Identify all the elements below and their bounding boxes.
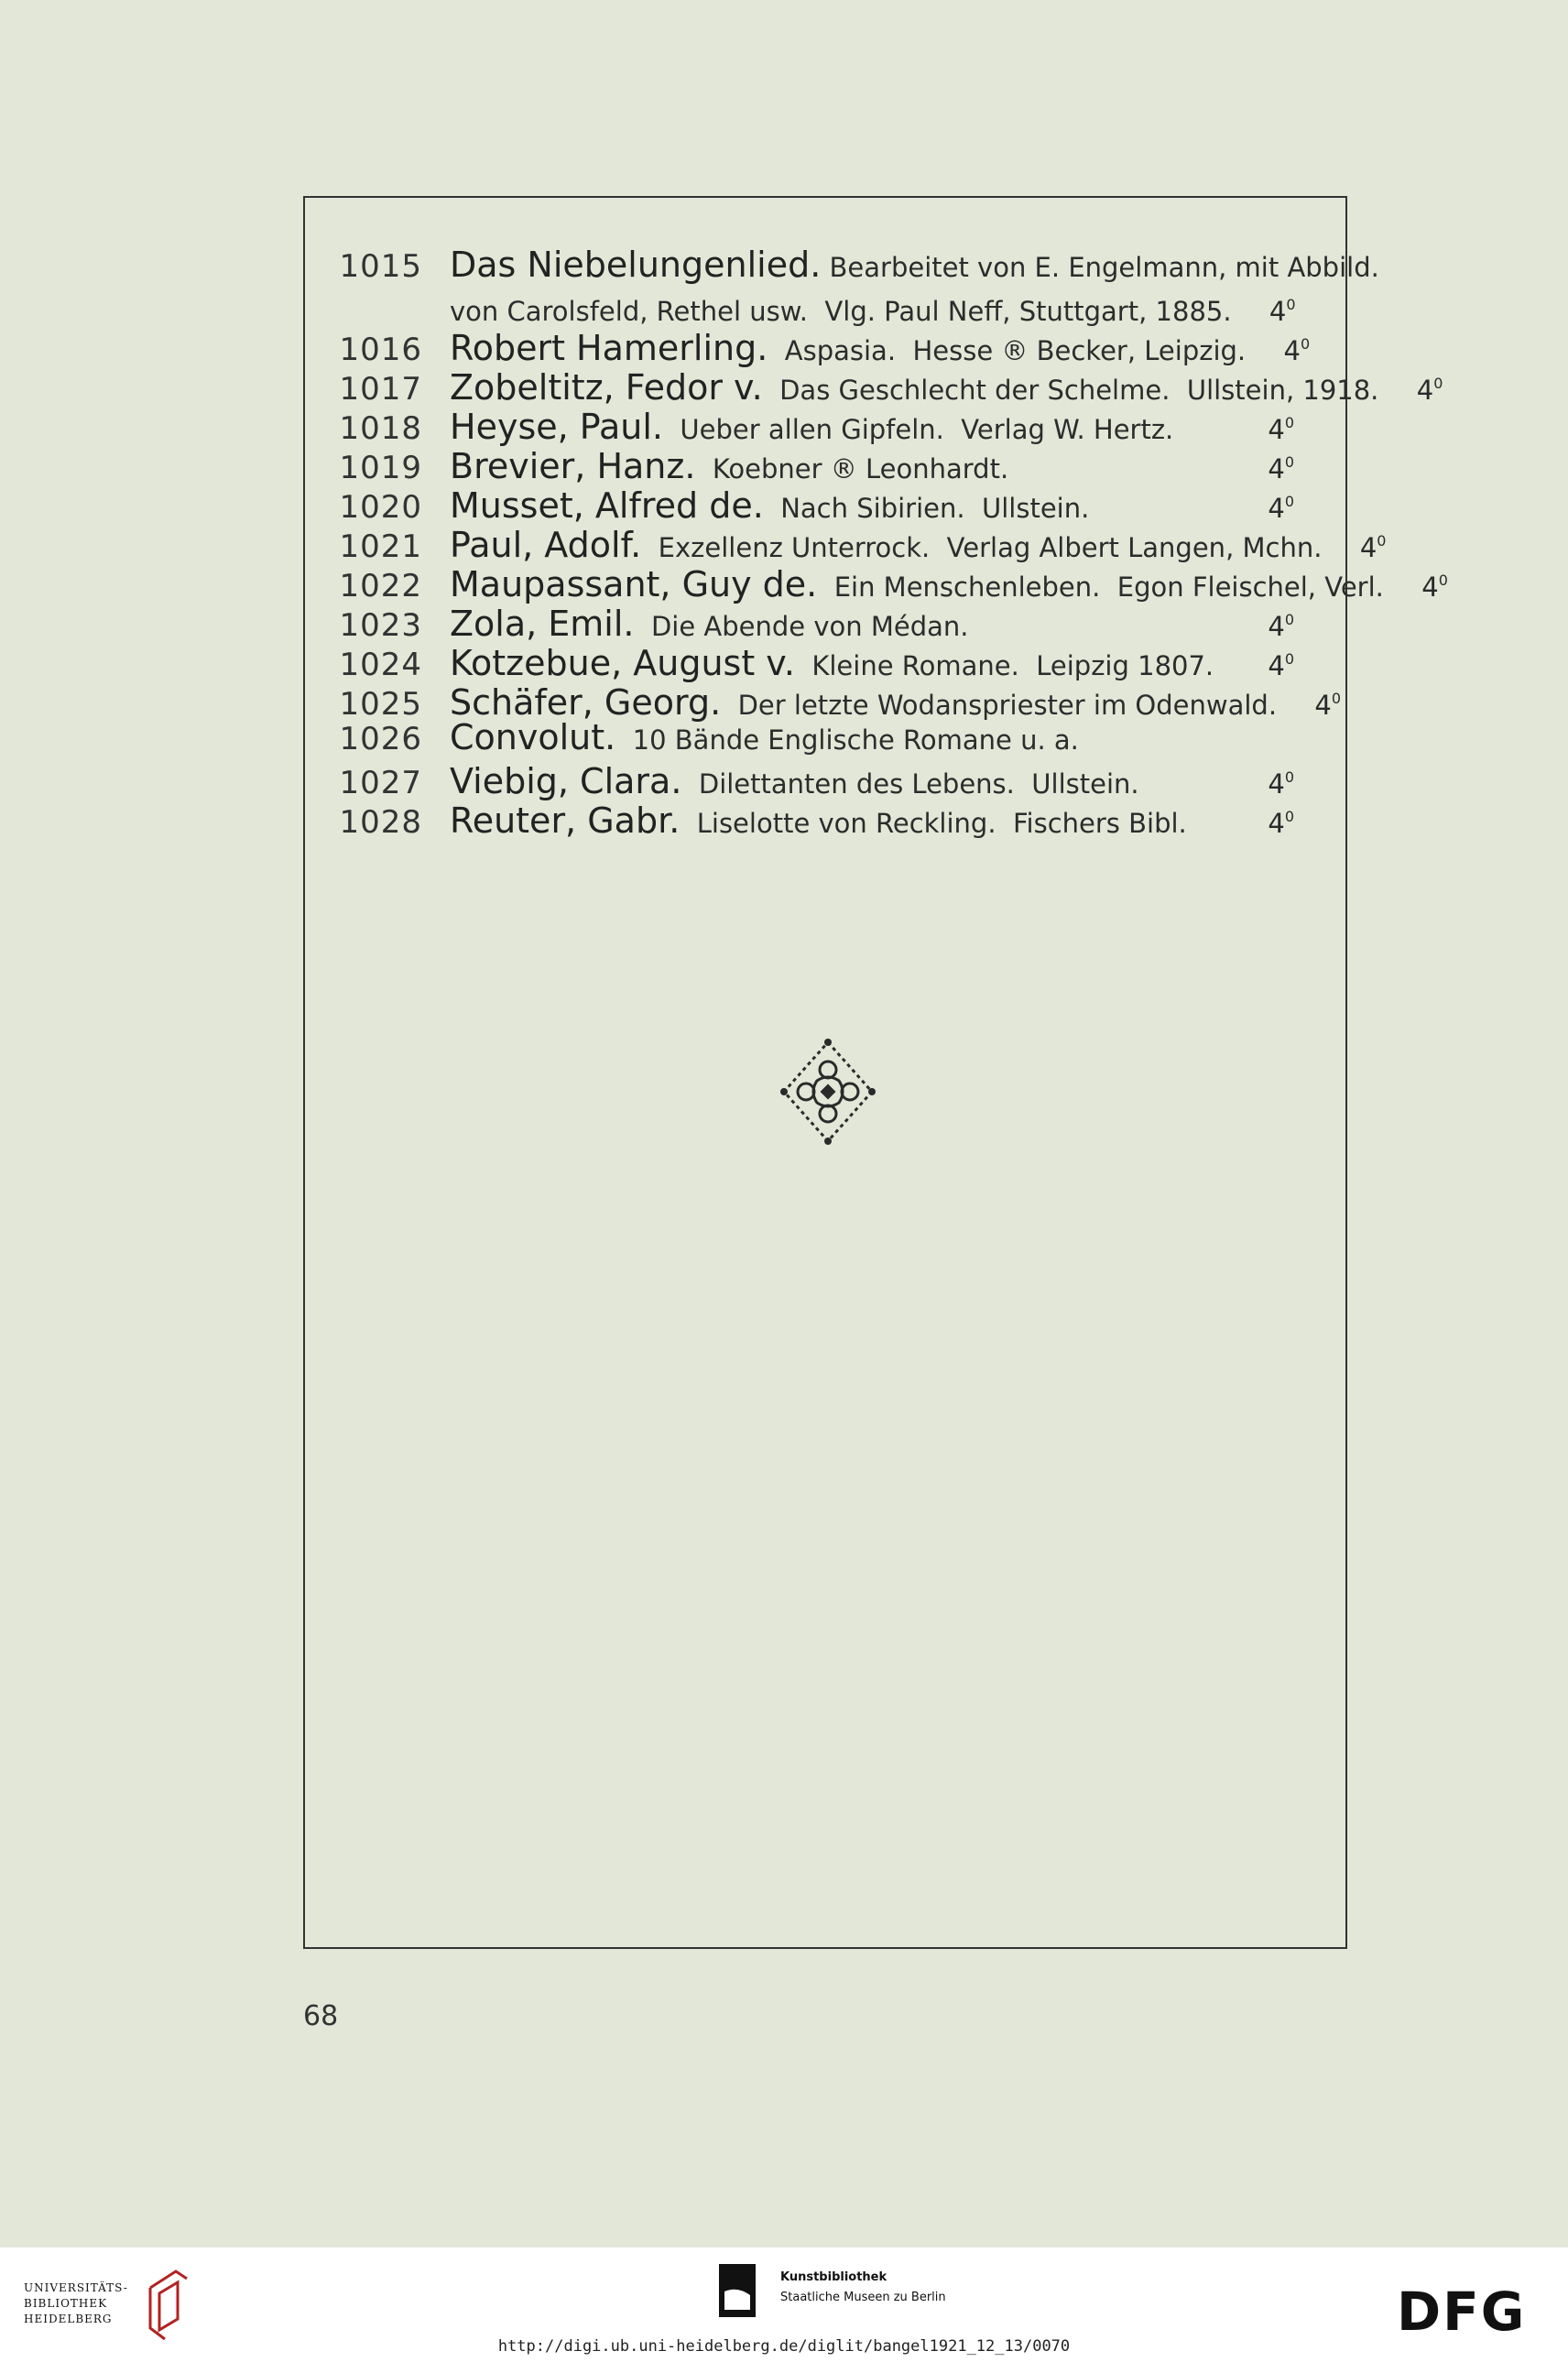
entry-format — [1322, 521, 1386, 568]
format-superscript: 0 — [1433, 375, 1443, 392]
format-value: 4 — [1268, 453, 1285, 484]
format-value: 4 — [1268, 493, 1285, 524]
entry-number: 1015 — [339, 248, 422, 285]
catalog-entry — [303, 679, 1347, 723]
format-superscript: 0 — [1284, 768, 1294, 786]
format-value: 4 — [1268, 611, 1285, 642]
entry-number: 1019 — [339, 450, 422, 486]
entry-number: 1017 — [339, 371, 422, 408]
catalog-entry — [303, 718, 1347, 757]
entry-details: von Carolsfeld, Rethel usw. Vlg. Paul Neff, Stuttgart, 1885. — [450, 296, 1232, 327]
catalog-entry — [303, 482, 1347, 526]
format-value: 4 — [1268, 414, 1285, 445]
entry-number: 1022 — [339, 568, 422, 604]
entry-number: 1020 — [339, 489, 422, 526]
entry-author: Schäfer, Georg. — [450, 682, 722, 723]
kb-title: Kunstbibliothek — [780, 2270, 887, 2284]
entry-author: Musset, Alfred de. — [450, 485, 764, 526]
entry-details: Ein Menschenleben. Egon Fleischel, Verl. — [817, 571, 1384, 603]
entry-number: 1024 — [339, 647, 422, 683]
ub-heidelberg-logo[interactable] — [24, 2280, 128, 2327]
entry-number: 1026 — [339, 721, 422, 757]
format-value: 4 — [1283, 335, 1301, 366]
source-url-link[interactable]: http://digi.ub.uni-heidelberg.de/diglit/bangel1921_12_13/0070 — [497, 2337, 1071, 2356]
kb-subtitle: Staatliche Museen zu Berlin — [780, 2291, 946, 2304]
entry-number: 1028 — [339, 804, 422, 841]
catalog-entry — [303, 324, 1347, 368]
format-value: 4 — [1269, 296, 1287, 327]
ub-logo-line: HEIDELBERG — [24, 2313, 113, 2325]
entry-author: Viebig, Clara. — [450, 761, 682, 801]
entry-details: Dilettanten des Lebens. Ullstein. — [681, 768, 1139, 800]
ub-logo-line: UNIVERSITÄTS- — [24, 2281, 128, 2294]
catalog-entry — [303, 285, 1347, 327]
entry-number: 1025 — [339, 686, 422, 723]
format-value: 4 — [1314, 690, 1332, 721]
format-superscript: 0 — [1286, 296, 1296, 313]
entry-author: Das Niebelungenlied. — [450, 245, 822, 285]
entry-format — [1230, 482, 1294, 528]
entry-author: Kotzebue, August v. — [450, 643, 795, 683]
catalog-entry — [303, 403, 1347, 447]
format-superscript: 0 — [1284, 493, 1294, 510]
catalog-list — [303, 245, 1448, 841]
entry-author: Zobeltitz, Fedor v. — [450, 367, 763, 408]
entry-details: Nach Sibirien. Ullstein. — [763, 493, 1090, 524]
entry-details: Ueber allen Gipfeln. Verlag W. Hertz. — [663, 414, 1174, 445]
entry-number: 1023 — [339, 607, 422, 644]
format-superscript: 0 — [1284, 650, 1294, 668]
entry-number: 1021 — [339, 528, 422, 565]
catalog-entry — [303, 245, 1379, 285]
entry-details: Das Geschlecht der Schelme. Ullstein, 1918. — [762, 375, 1379, 406]
entry-details: Die Abende von Médan. — [634, 611, 969, 642]
catalog-entry — [303, 600, 1347, 644]
entry-format — [1246, 324, 1310, 371]
ornament-icon — [777, 1037, 879, 1147]
entry-details: Kleine Romane. Leipzig 1807. — [794, 650, 1214, 681]
entry-author: Maupassant, Guy de. — [450, 564, 818, 604]
entry-number: 1016 — [339, 332, 422, 368]
format-value: 4 — [1268, 768, 1285, 800]
entry-details: 10 Bände Englische Romane u. a. — [615, 724, 1079, 756]
entry-author: Heyse, Paul. — [450, 407, 663, 447]
entry-details: Aspasia. Hesse ® Becker, Leipzig. — [768, 335, 1247, 366]
entry-author: Reuter, Gabr. — [450, 800, 681, 841]
catalog-entry — [303, 442, 1347, 486]
catalog-entry — [303, 561, 1448, 604]
kunstbibliothek-text — [780, 2268, 946, 2308]
entry-details: Bearbeitet von E. Engelmann, mit Abbild. — [821, 252, 1379, 283]
ub-mark-icon — [139, 2266, 191, 2341]
entry-author: Brevier, Hanz. — [450, 446, 696, 486]
ub-logo-line: BIBLIOTHEK — [24, 2297, 108, 2310]
format-value: 4 — [1359, 532, 1377, 563]
format-superscript: 0 — [1284, 808, 1294, 825]
entry-author: Robert Hamerling. — [450, 328, 768, 368]
entry-format — [1277, 679, 1341, 725]
catalog-entry — [303, 364, 1443, 408]
format-value: 4 — [1268, 650, 1285, 681]
format-superscript: 0 — [1331, 690, 1342, 707]
entry-details: Koebner ® Leonhardt. — [695, 453, 1009, 484]
footer-bar — [0, 2248, 1568, 2362]
format-superscript: 0 — [1438, 571, 1448, 589]
entry-text — [450, 801, 1230, 847]
page-number: 68 — [303, 2000, 339, 2032]
entry-number: 1027 — [339, 765, 422, 801]
entry-details: Exzellenz Unterrock. Verlag Albert Langen, Mchn. — [641, 532, 1323, 563]
catalog-entry — [303, 757, 1347, 801]
entry-author: Zola, Emil. — [450, 604, 635, 644]
entry-details: Der letzte Wodanspriester im Odenwald. — [721, 690, 1278, 721]
entry-format — [1384, 561, 1448, 607]
format-superscript: 0 — [1300, 335, 1311, 353]
format-superscript: 0 — [1284, 414, 1294, 431]
format-value: 4 — [1416, 375, 1434, 406]
catalog-entry — [303, 797, 1347, 841]
entry-format — [1378, 364, 1443, 410]
entry-author: Convolut. — [450, 717, 616, 757]
format-value: 4 — [1421, 571, 1439, 603]
dfg-logo[interactable]: DFG — [1397, 2280, 1527, 2343]
format-superscript: 0 — [1377, 532, 1387, 550]
catalog-entry — [303, 639, 1347, 683]
entry-text — [450, 718, 1230, 764]
format-superscript: 0 — [1284, 611, 1294, 628]
kunstbibliothek-logo-icon[interactable] — [719, 2264, 756, 2317]
catalog-entry — [303, 521, 1387, 565]
entry-format — [1230, 797, 1294, 844]
format-value: 4 — [1268, 808, 1285, 839]
entry-number: 1018 — [339, 410, 422, 447]
entry-details: Liselotte von Reckling. Fischers Bibl. — [680, 808, 1187, 839]
format-superscript: 0 — [1284, 453, 1294, 471]
entry-author: Paul, Adolf. — [450, 525, 642, 565]
